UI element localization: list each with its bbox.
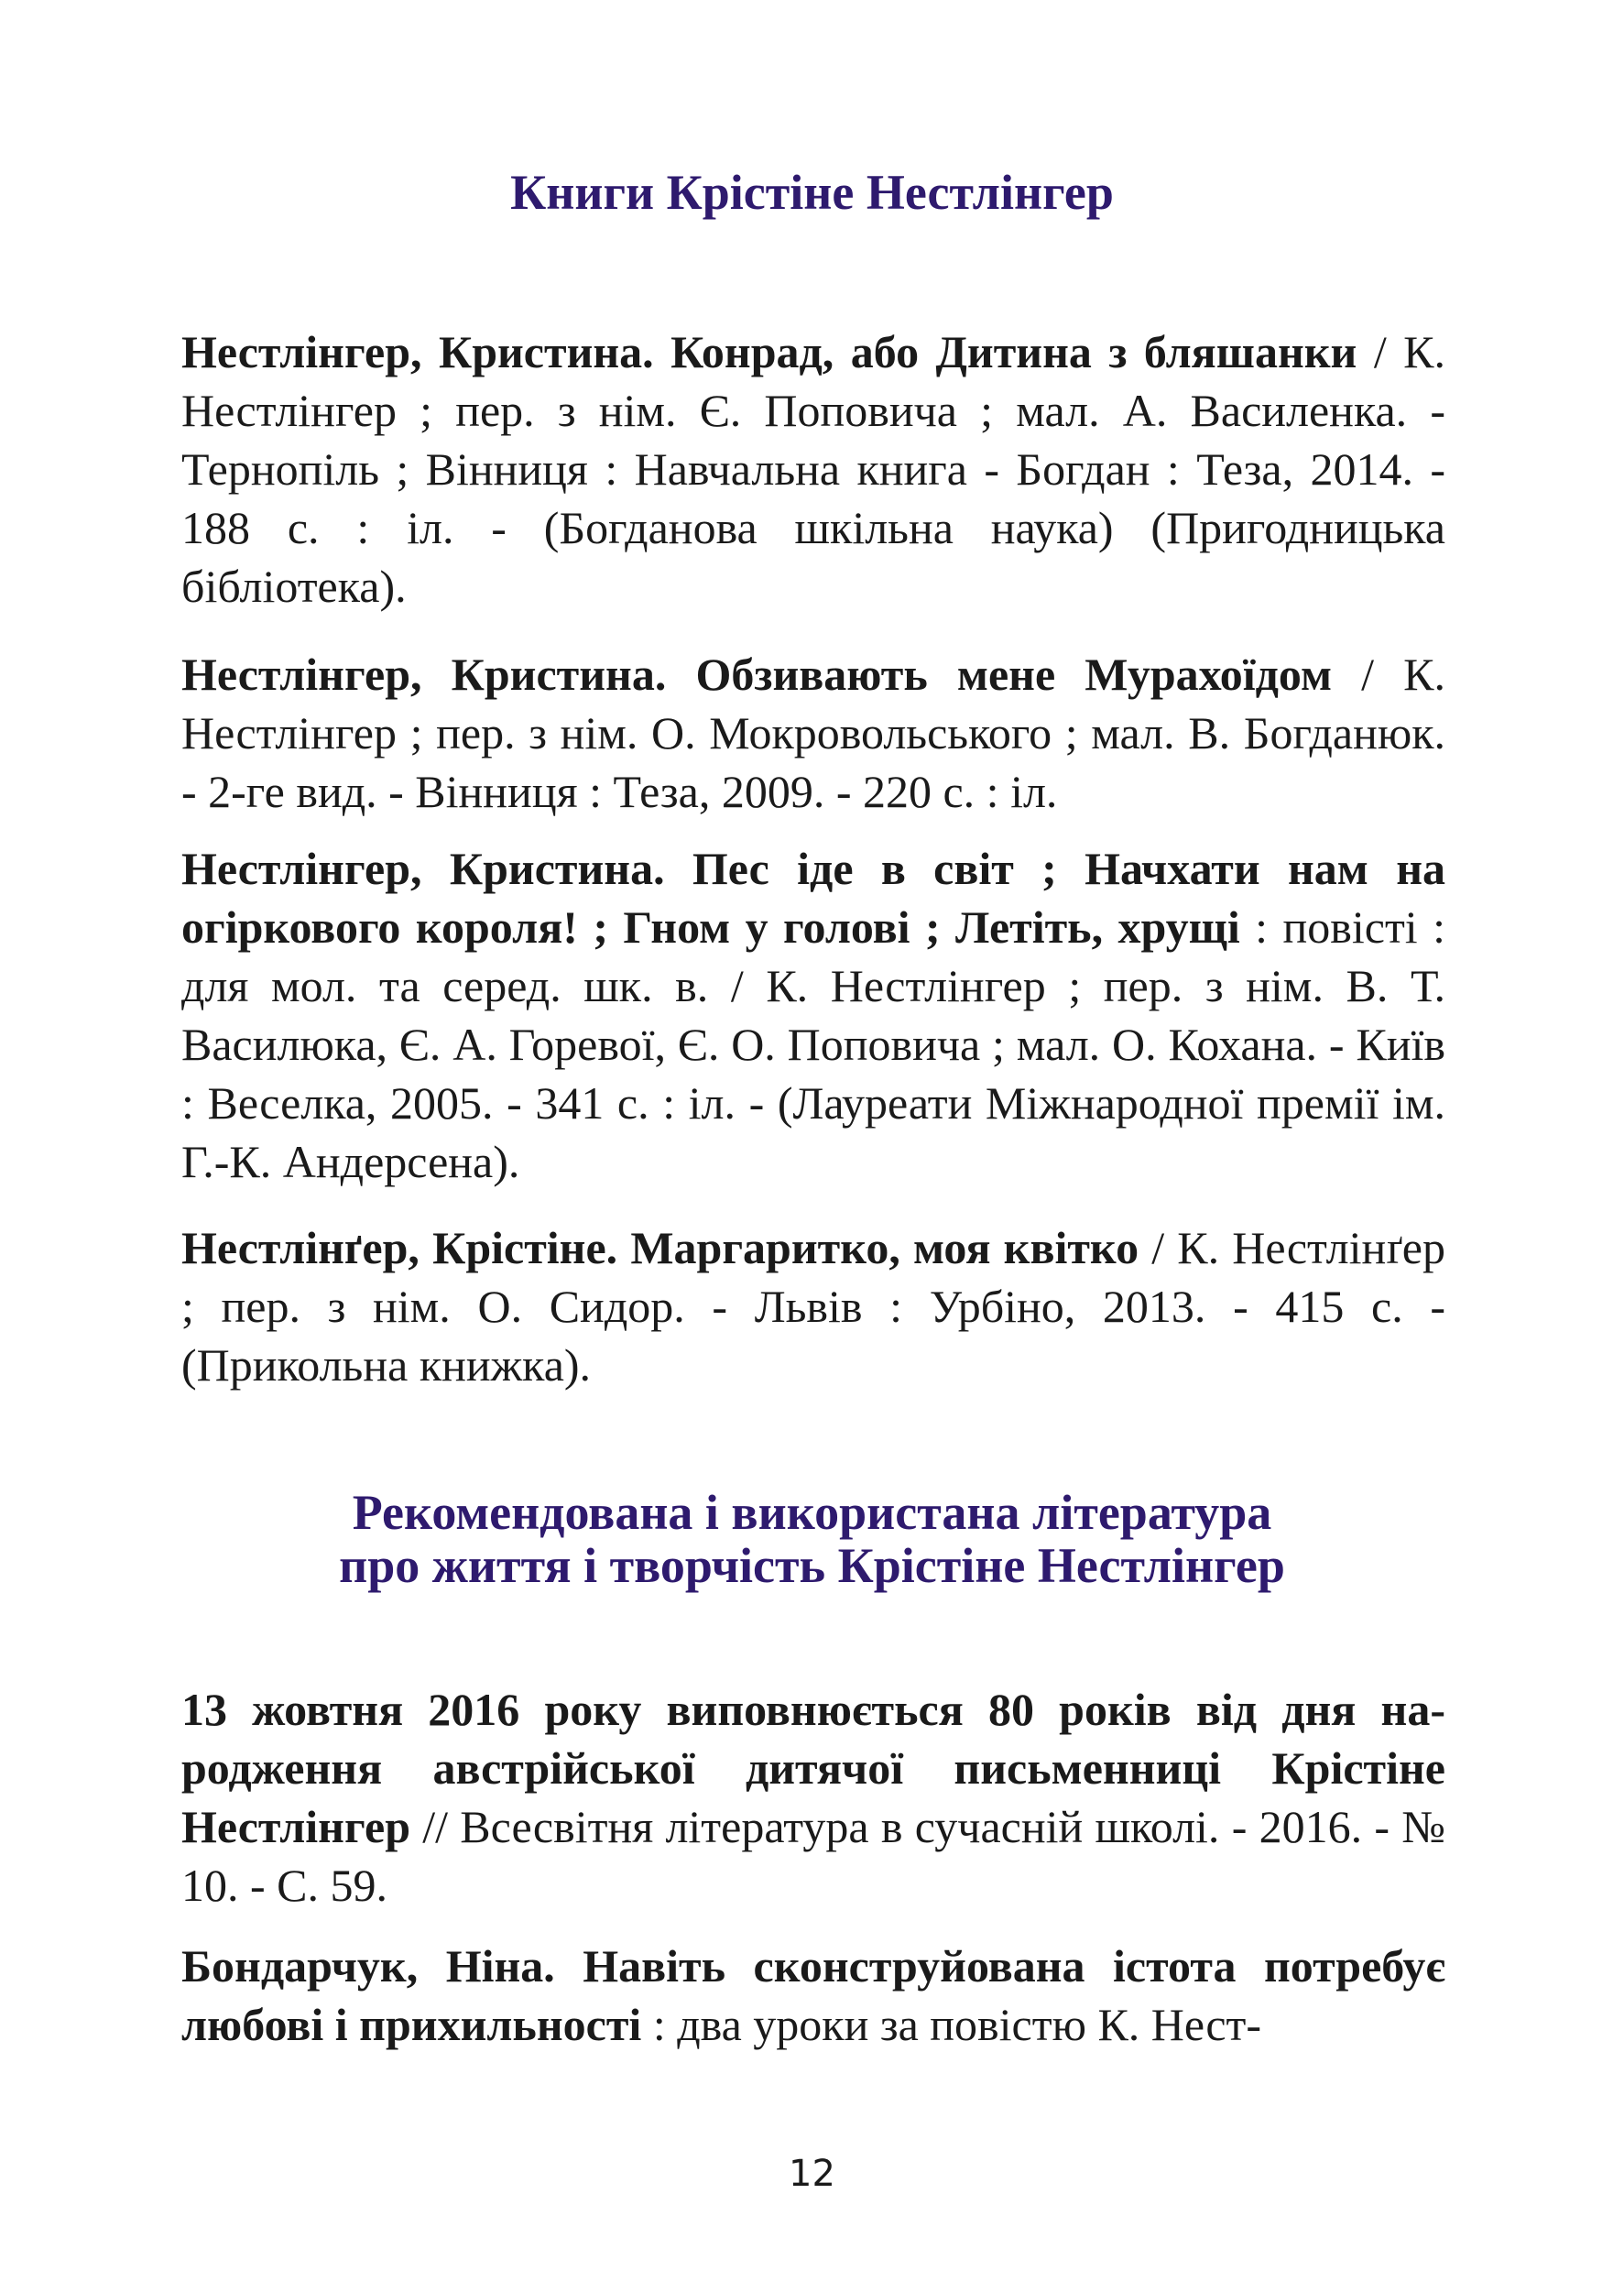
entry-details: : два уроки за повістю К. Нест- [641,1999,1262,2050]
literature-entry [181,1937,1445,2054]
entry-title: Нестлінгер, Кристина. Пес іде в світ ; Начхати нам на огіркового короля! ; Гном у голові ; Летіть, хрущі [181,843,1445,953]
entry-details: // Всесвітня література в сучасній школі. - 2016. - № 10. - С. 59. [181,1801,1445,1911]
page-number: 12 [789,2153,835,2195]
section-title-line-2: про життя і творчість Крістіне Нестлінгер [339,1538,1285,1593]
section-title-books: Книги Крістіне Нестлінгер [510,165,1114,220]
entry-title: Нестлінгер, Кристина. Конрад, або Дитина з бляшанки [181,326,1357,377]
entry-title: Нестлінґер, Крістіне. Маргаритко, моя квітко [181,1222,1139,1273]
entry-details: / К. Нестлінгер ; пер. з нім. Є. Поповича ; мал. А. Василенка. - Тернопіль ; Вінниця : Навчальна книга - Богдан : Теза, 2014. - 188 с. : іл. - (Богданова шкільна наука) (Пригодницька бібліотека). [181,326,1445,612]
book-entry [181,839,1445,1191]
book-entry [181,322,1445,616]
entry-details: / К. Нестлінґер ; пер. з нім. О. Сидор. - Львів : Урбіно, 2013. - 415 с. - (Прикольна книжка). [181,1222,1446,1391]
section-title-line-1: Рекомендована і використана література [352,1485,1272,1540]
entry-title: 13 жовтня 2016 року виповнюється 80 років від дня народження австрійської дитячої письменниці Крістіне Нестлінгер [181,1684,1445,1852]
literature-entry [181,1680,1445,1915]
entry-details: / К. Нестлінгер ; пер. з нім. О. Мокровольського ; мал. В. Богданюк. - 2-ге вид. - Вінниця : Теза, 2009. - 220 с. : іл. [181,649,1445,817]
book-entry [181,1218,1445,1394]
entry-details: : повісті : для мол. та серед. шк. в. / К. Нестлінгер ; пер. з нім. В. Т. Василюка, Є. А. Горевої, Є. О. Поповича ; мал. О. Кохана. - Київ : Веселка, 2005. - 341 с. : іл. - (Лауреати Міжнародної премії ім. Г.-К. Андерсена). [181,901,1445,1187]
entry-title: Бондарчук, Ніна. Навіть сконструйована істота потребує любові і прихильності [181,1940,1445,2050]
book-entry [181,645,1445,821]
entry-title: Нестлінгер, Кристина. Обзивають мене Мурахоїдом [181,649,1333,700]
section-title-literature [0,1486,1624,1592]
